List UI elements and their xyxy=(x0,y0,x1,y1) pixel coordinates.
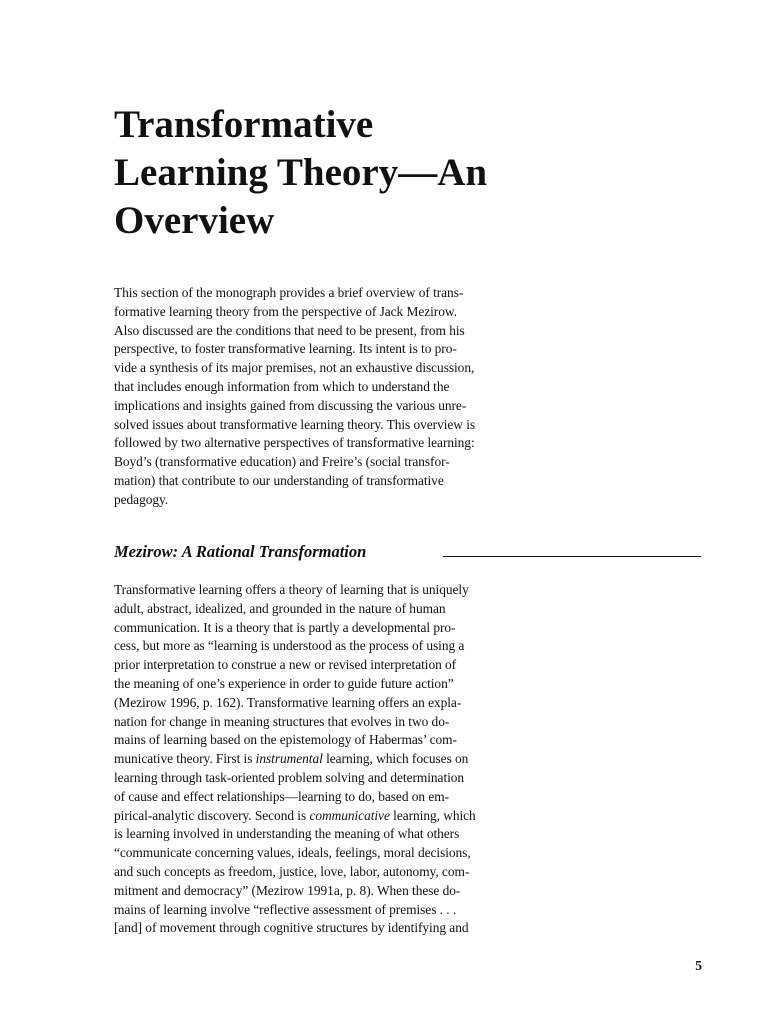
text-line: adult, abstract, idealized, and grounded in the nature of human xyxy=(114,600,446,616)
text-line: formative learning theory from the perspective of Jack Mezirow. xyxy=(114,303,457,319)
title-line: Overview xyxy=(114,199,275,242)
text-line: [and] of movement through cognitive structures by identifying and xyxy=(114,920,469,936)
text-line: of cause and effect relationships—learning to do, based on em- xyxy=(114,788,450,804)
text-segment: municative theory. First is xyxy=(114,751,256,767)
text-line: and such concepts as freedom, justice, love, labor, autonomy, com- xyxy=(114,863,470,879)
text-segment: pirical-analytic discovery. Second is xyxy=(114,807,310,823)
title-line: Learning Theory—An xyxy=(114,151,488,194)
text-line: nation for change in meaning structures that evolves in two do- xyxy=(114,713,450,729)
text-line: followed by two alternative perspectives of transformative learning: xyxy=(114,435,475,451)
text-line: “communicate concerning values, ideals, feelings, moral decisions, xyxy=(114,845,471,861)
text-segment: learning, which focuses on xyxy=(322,751,469,767)
text-line xyxy=(114,807,524,826)
text-line: Boyd’s (transformative education) and Freire’s (social transfor- xyxy=(114,454,450,470)
text-line: cess, but more as “learning is understood as the process of using a xyxy=(114,638,465,654)
title-line: Transformative xyxy=(114,103,374,146)
section-heading: Mezirow: A Rational Transformation xyxy=(114,542,367,561)
text-line: solved issues about transformative learning theory. This overview is xyxy=(114,416,476,432)
text-line: learning through task-oriented problem solving and determination xyxy=(114,769,465,785)
text-line: (Mezirow 1996, p. 162). Transformative learning offers an expla- xyxy=(114,694,462,710)
text-segment: learning, which xyxy=(389,807,476,823)
text-line: prior interpretation to construe a new or revised interpretation of xyxy=(114,657,457,673)
intro-paragraph xyxy=(114,284,524,510)
page-title xyxy=(114,101,634,245)
body-paragraph xyxy=(114,581,524,938)
text-line: implications and insights gained from discussing the various unre- xyxy=(114,397,467,413)
text-line: the meaning of one’s experience in order to guide future action” xyxy=(114,675,454,691)
text-line: is learning involved in understanding the meaning of what others xyxy=(114,826,460,842)
text-line: mitment and democracy” (Mezirow 1991a, p. 8). When these do- xyxy=(114,882,461,898)
text-line: communication. It is a theory that is partly a developmental pro- xyxy=(114,619,456,635)
text-line: mains of learning based on the epistemology of Habermas’ com- xyxy=(114,732,457,748)
text-line: pedagogy. xyxy=(114,491,169,507)
heading-rule xyxy=(443,556,701,557)
text-line: vide a synthesis of its major premises, not an exhaustive discussion, xyxy=(114,360,475,376)
emphasis-instrumental: instrumental xyxy=(255,751,323,767)
text-line xyxy=(114,750,524,769)
text-line: perspective, to foster transformative learning. Its intent is to pro- xyxy=(114,341,457,357)
page-number: 5 xyxy=(695,958,702,973)
text-line: This section of the monograph provides a brief overview of trans- xyxy=(114,285,464,300)
text-line: mation) that contribute to our understanding of transformative xyxy=(114,472,444,488)
text-line: Also discussed are the conditions that need to be present, from his xyxy=(114,322,465,338)
text-line: that includes enough information from which to understand the xyxy=(114,378,450,394)
text-line: mains of learning involve “reflective assessment of premises . . . xyxy=(114,901,457,917)
emphasis-communicative: communicative xyxy=(309,807,390,823)
body-section xyxy=(114,581,524,938)
text-line: Transformative learning offers a theory of learning that is uniquely xyxy=(114,582,469,597)
intro-section xyxy=(114,284,524,510)
